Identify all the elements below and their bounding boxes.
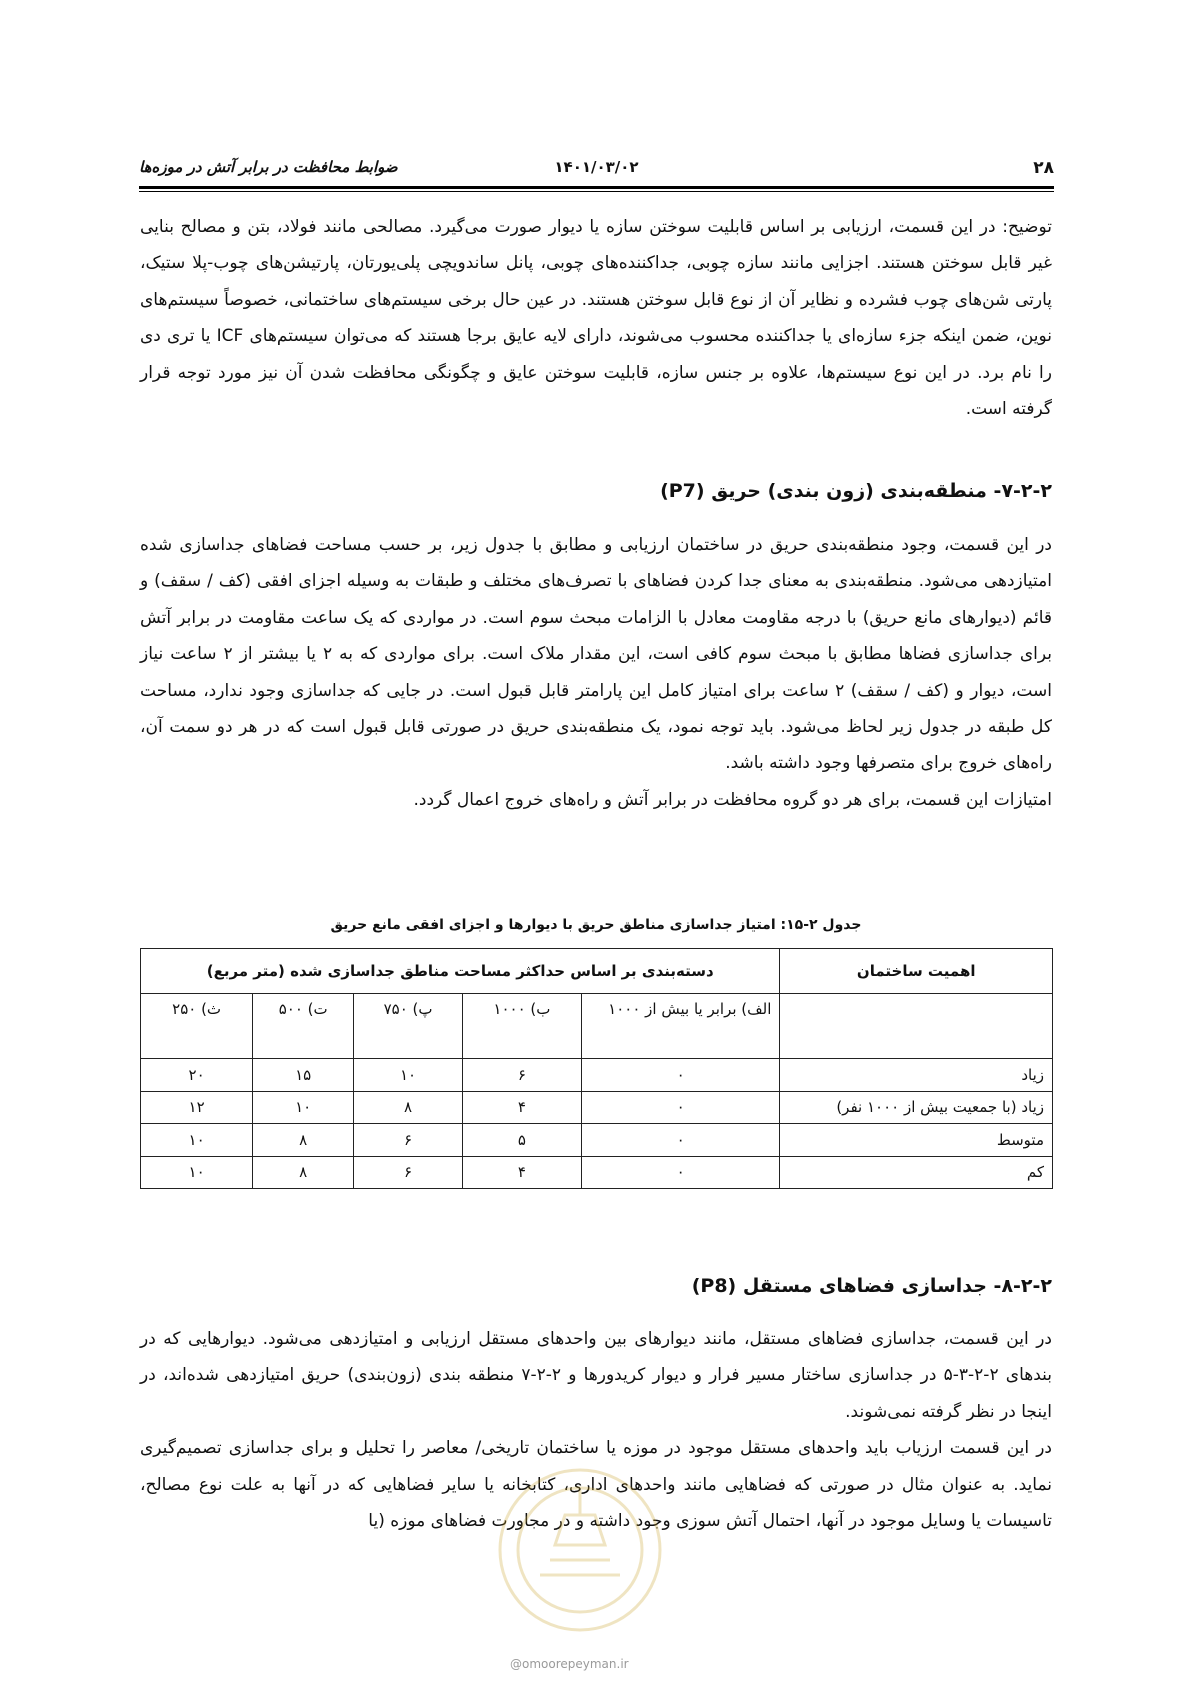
table-subheader-row xyxy=(141,994,1053,1059)
text-line: ساختمانی، خصوصاً سیستم‌های نوین، ضمن اینکه جزء سازه‌ای یا جداکننده محسوب می‌شوند، دارای لایه عایق برجا xyxy=(140,289,1053,347)
text-line: در صورتی قابل قبول است که در هر دو سمت آن، راه‌های خروج برای متصرفها وجود داشته باشد. xyxy=(140,717,1052,774)
table-cell: ۱۰ xyxy=(141,1156,253,1189)
header-rule-thin xyxy=(139,191,1054,192)
text-line: ساعت مقاومت در برابر آتش برای جداسازی فضاها مطابق با مبحث سوم کافی است، این مقدار ملاک است. برای مواردی xyxy=(140,607,1052,665)
text-line: در این قسمت، وجود منطقه‌بندی حریق در ساختمان ارزیابی و مطابق با جدول زیر، بر حسب مساحت فضاهای جداسازی xyxy=(179,535,1052,555)
table-cell: ۱۰ xyxy=(253,1091,354,1124)
text-line: عایق و چگونگی محافظت شدن آن نیز مورد توجه قرار گرفته است. xyxy=(140,362,1052,420)
text-line: هستند که می‌توان سیستم‌های ICF یا تری دی را نام برد. در این نوع سیستم‌ها، علاوه بر جنس سازه، قابلیت سوختن xyxy=(140,326,1052,383)
table-cell: ۵ xyxy=(462,1124,581,1157)
text-line: امتیازات این قسمت، برای هر دو گروه محافظت در برابر آتش و راه‌های خروج اعمال گردد. xyxy=(413,789,1052,810)
text-line: که در بندهای ۲-۲-۳-۵ در جداسازی ساختار مسیر فرار و دیوار کریدورها و ۲-۲-۷ منطقه بندی (زون‌بندی) حریق xyxy=(140,1329,1053,1386)
section-7-heading: ۷-۲-۲- منطقه‌بندی (زون بندی) حریق (P7) xyxy=(660,480,1052,502)
subheader-b: ب) ۱۰۰۰ xyxy=(462,994,581,1059)
table-caption: جدول ۲-۱۵: امتیاز جداسازی مناطق حریق با دیوارها و اجزای افقی مانع حریق xyxy=(330,917,862,933)
text-line: علت نوع مصالح، تاسیسات یا وسایل موجود در آنها، احتمال آتش سوزی وجود داشته و در مجاورت فضاهای موزه (یا xyxy=(140,1474,1052,1532)
text-line: تصمیم‌گیری نماید. به عنوان مثال در صورتی که فضاهایی مانند واحدهای اداری، کتابخانه یا سایر فضاهایی که در آنها به xyxy=(140,1438,1052,1495)
text-line: جایی که جداسازی وجود ندارد، مساحت کل طبقه در جدول زیر لحاظ می‌شود. باید توجه نمود، یک منطقه‌بندی حریق xyxy=(140,680,1053,738)
header-date: ۱۴۰۱/۰۳/۰۲ xyxy=(554,158,639,176)
subheader-p: پ) ۷۵۰ xyxy=(354,994,463,1059)
table-cell: ۸ xyxy=(253,1156,354,1189)
table-cell: ۴ xyxy=(462,1091,581,1124)
table-header-row xyxy=(141,949,1053,994)
table-cell: ۸ xyxy=(354,1091,463,1124)
table-row xyxy=(141,1059,1053,1092)
fire-zone-score-table xyxy=(140,948,1053,1189)
section-7-paragraph xyxy=(140,527,1052,818)
row-label: زیاد xyxy=(780,1059,1053,1092)
table-cell: ۸ xyxy=(253,1124,354,1157)
table-cell: ۱۲ xyxy=(141,1091,253,1124)
table-cell: ۱۰ xyxy=(354,1059,463,1092)
table-cell: ۰ xyxy=(581,1059,780,1092)
header-rule-thick xyxy=(139,186,1054,189)
text-line: شده امتیازدهی می‌شود. منطقه‌بندی به معنای جدا کردن فضاهای با تصرف‌های مختلف و طبقات به وسیله اجزای افقی xyxy=(140,535,1053,592)
text-line: امتیازدهی شده‌اند، در اینجا در نظر گرفته نمی‌شوند. xyxy=(140,1365,1052,1422)
watermark-seal xyxy=(480,1455,680,1645)
subheader-a: الف) برابر یا بیش از ۱۰۰۰ xyxy=(581,994,780,1059)
text-line: (کف / سقف) و قائم (دیوارهای مانع حریق) با درجه مقاومت معادل با الزامات مبحث سوم است. در مواردی که یک xyxy=(140,571,1053,628)
row-label: زیاد (با جمعیت بیش از ۱۰۰۰ نفر) xyxy=(780,1091,1053,1124)
watermark-url: @omoorepeyman.ir xyxy=(510,1657,629,1671)
table-cell: ۶ xyxy=(354,1156,463,1189)
text-line: توضیح: در این قسمت، ارزیابی بر اساس قابلیت سوختن سازه یا دیوار صورت می‌گیرد. مصالحی مانند فولاد، بتن و مصالح xyxy=(180,217,1052,237)
subheader-s: ث) ۲۵۰ xyxy=(141,994,253,1059)
table-cell: ۰ xyxy=(581,1124,780,1157)
subheader-t: ت) ۵۰۰ xyxy=(253,994,354,1059)
running-header xyxy=(139,158,1054,184)
table-cell: ۱۵ xyxy=(253,1059,354,1092)
table-cell: ۰ xyxy=(581,1156,780,1189)
section-8-heading: ۸-۲-۲- جداسازی فضاهای مستقل (P8) xyxy=(691,1275,1052,1297)
text-line: در این قسمت ارزیاب باید واحدهای مستقل موجود در موزه یا ساختمان تاریخی/ معاصر را تحلیل و برای جداسازی xyxy=(228,1438,1052,1459)
intro-paragraph xyxy=(140,209,1052,427)
header-title: ضوابط محافظت در برابر آتش در موزه‌ها xyxy=(139,158,398,176)
text-line: چوب-پلا ستیک، پارتی شن‌های چوب فشرده و نظایر آن از نوع قابل سوختن هستند. در عین حال برخی سیستم‌های xyxy=(140,253,1053,310)
header-importance: اهمیت ساختمان xyxy=(780,949,1053,994)
table-row xyxy=(141,1124,1053,1157)
table-cell: ۲۰ xyxy=(141,1059,253,1092)
table-cell: ۰ xyxy=(581,1091,780,1124)
table-cell: ۱۰ xyxy=(141,1124,253,1157)
row-label: کم xyxy=(780,1156,1053,1189)
table-cell xyxy=(780,994,1053,1059)
table-row xyxy=(141,1091,1053,1124)
header-category: دسته‌بندی بر اساس حداکثر مساحت مناطق جداسازی شده (متر مربع) xyxy=(141,949,780,994)
row-label: متوسط xyxy=(780,1124,1053,1157)
table-row xyxy=(141,1156,1053,1189)
table-cell: ۶ xyxy=(354,1124,463,1157)
text-line: در این قسمت، جداسازی فضاهای مستقل، مانند دیوارهای بین واحدهای مستقل ارزیابی و امتیازدهی می‌شود. دیوارهایی xyxy=(188,1329,1053,1349)
text-line: بنایی غیر قابل سوختن هستند. اجزایی مانند سازه چوبی، جداکننده‌های چوبی، پانل ساندویچی پلی‌یورتان، پارتیشن‌های xyxy=(140,217,1053,274)
text-line: که به ۲ یا بیشتر از ۲ ساعت نیاز است، دیوار و (کف / سقف) ۲ ساعت برای امتیاز کامل این پارامتر قابل قبول است. در xyxy=(140,644,1053,701)
table-cell: ۴ xyxy=(462,1156,581,1189)
table-cell: ۶ xyxy=(462,1059,581,1092)
page-number: ۲۸ xyxy=(1033,158,1054,178)
